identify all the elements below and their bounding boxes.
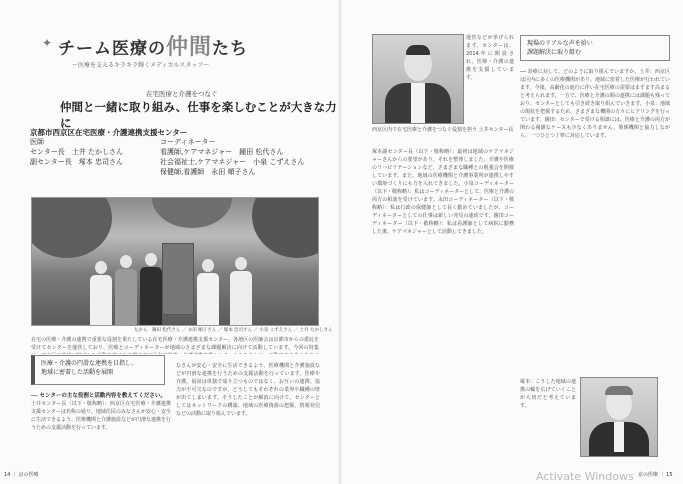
organization-name: 京都市西京区在宅医療・介護連携支援センター bbox=[30, 128, 188, 137]
right-column-text-3: 塚本：こうした地域の連携の輪を広げていくことが大切だと考えています。 bbox=[520, 379, 576, 409]
article-subtitle: 〜医療を支えるキラキラ輝くメディカルスタッフ〜 bbox=[72, 62, 210, 69]
photo-caption: 左から 鐘田 松代さん ／ 永田 順子さん ／ 塚本 忠司さん ／ 小泉 こずえさん ／ 土井 たかしさん bbox=[134, 328, 333, 333]
doctor-portrait bbox=[372, 34, 464, 124]
bird-icon: ✦ bbox=[42, 36, 53, 50]
portrait-caption: 西京区内で在宅医療と介護をつなぐ役割を担う 土井センター長 bbox=[372, 127, 514, 133]
right-section-box: 現場のリアルな声を拾い 課題解決に取り組む bbox=[520, 35, 670, 61]
staff-left-column bbox=[30, 137, 123, 167]
lead-kicker: 在宅医療と介護をつなぐ bbox=[146, 90, 218, 98]
article-title: チーム医療の仲間たち bbox=[58, 34, 249, 60]
group-photo bbox=[31, 197, 319, 326]
staff-row: 保健師,看護師 永田 順子さん bbox=[160, 168, 256, 176]
left-column-text: 土井センター長（以下・敬称略）：西京区在宅医療・介護連携支援センターは名称の通り、地域住民のみなさんが安心・安全に生活できるよう、医療機関と介護施設などが円滑な連携を行うための支援活動を行っています。 bbox=[31, 401, 171, 431]
portrait-side-text: 運営などが挙げられます。センターは、2014年に開設され、医療・介護の連携を支援しています。 bbox=[466, 35, 514, 81]
staff-row: 副センター長 塚本 忠司さん bbox=[30, 158, 123, 166]
intro-paragraph: 在宅の医療・介護の連携で重要な役割を果たしている在宅医療・介護連携支援センター。各地区の医師会は京都市からの委託を受けてセンターを運営しており、医療とコーディネーターが地域のさまざまな課題解決に向けて活動しています。今回の特集 bbox=[31, 337, 319, 351]
staff-row: センター長 土井 たかしさん bbox=[30, 148, 123, 156]
staff-row: 社会福祉士,ケアマネジャー 小泉 こずえさん bbox=[160, 158, 305, 166]
right-column-text-2: ── 診療に対して、どのように取り組んでいますか。土井：西京区は区内に多くの医療機関があり、地域に密着した医療が行われています。今後、高齢化の進行に伴い在宅医療の需要はますます高まると考えられます。一方で、医療と介護の間の連携には課題も残っており、センターとしても引き続き取り組んでいきます。小泉：地域の現状を把握するため、さまざまな機関の方々にヒアリングを行っています。鐘田：センターで受ける相談には、医療と介護の両方が関わる複雑なケースも少なくありません。関係機関と協力しながら、一つひとつ丁寧に対応しています。 bbox=[520, 69, 670, 139]
role-heading-coordinator: コーディネーター bbox=[160, 138, 216, 146]
director-portrait bbox=[580, 377, 658, 457]
right-column-text-1: 塚本副センター長（以下・敬称略）：最初は地域のケアマネジャーさんからの要望があり、それを整理しました。介護や医療のリハビリテーションなど、さまざまな職種との勉強会を開催しています。また、地域の医療機関と介護事業所が連携しやすい環境づくりにも力を入れてきました。小泉コーディネーター（以下・敬称略）：私はコーディネーターとして、医療と介護の両方の相談を受けています。永田コーディネーター（以下・敬称略）：私は行政の保健師として長く勤めていましたが、コーディネーターとしての仕事は新しい発見の連続です。鐘田コーディネーター（以下・敬称略）：私は看護師として病院に勤務した後、ケアマネジャーとして活動してきました。 bbox=[372, 149, 514, 235]
lead-headline: 仲間と一緒に取り組み、仕事を楽しむことが大きな力に bbox=[60, 100, 337, 130]
page-number-right: 京の医療 ｜ 15 bbox=[638, 472, 673, 478]
section-heading-box: 医療・介護の円滑な連携を目指し、 地域に密着した活動を展開 bbox=[31, 355, 165, 385]
middle-column-text: なさんが安心・安全に生活できるよう、医療機関と介護施設などが円滑な連携を行うための支援活動を行っています。医療や介護、福祉は単独で成り立つものではなく、お互いの連携、協力が不可欠なのですが、どうしてもそれぞれの業界や職種の壁が出てしまいます。そうしたことが解消に向けて、センターとしてはネットワークの構築、地域の医療資源の把握、情報発信などの活動に取り組んでいます。 bbox=[176, 363, 320, 417]
activate-windows-watermark: Activate Windows bbox=[536, 470, 634, 483]
role-heading-doctor: 医師 bbox=[30, 138, 44, 146]
section-question: ── センターの主な役割と活動内容を教えてください。 bbox=[31, 393, 166, 399]
staff-row: 看護師,ケアマネジャー 鐘田 松代さん bbox=[160, 148, 284, 156]
left-page bbox=[0, 0, 341, 484]
staff-right-column bbox=[160, 137, 304, 177]
page-number-left: 14 ｜ 京の医療 bbox=[4, 472, 39, 478]
